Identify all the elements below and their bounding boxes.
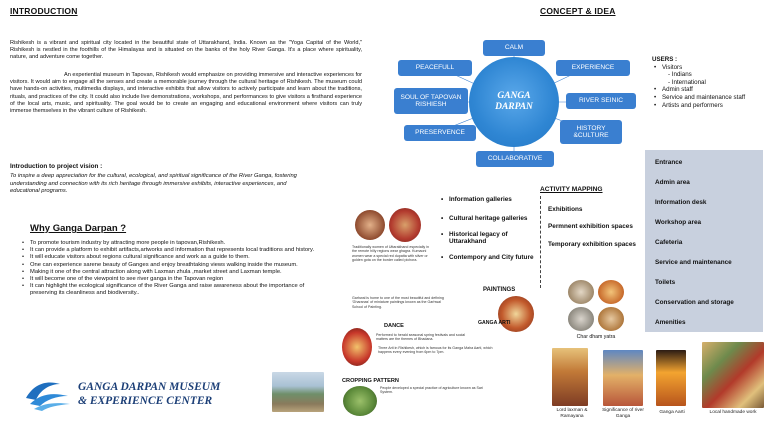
ganga-darpan-center-circle	[469, 57, 559, 147]
intro-paragraph-2: An experiential museum in Tapovan, Rishikesh would emphasize on providing immersive and interactive experiences for visitors. It would aim to engage all the senses and create a memorable journey through the cultural heritage of Rishikesh. The museum could have hands-on activities, multimedia displays, and interactive exhibits that allow visitors to actively participate and learn about the traditions, rituals, and practices of the city. It could also include live demonstrations, workshops, and performances to give visitors a firsthand experience of the local arts, music, and spirituality. The goal would be to create an engaging and educational environment where visitors can truly immerse themselves in the vibrant culture of Rishikesh.	[10, 72, 362, 115]
gallery-item: • Information galleries	[441, 196, 537, 203]
gallery-item: • Contempory and City future	[441, 254, 537, 261]
ganga-arti-label: GANGA ARTI	[478, 320, 511, 326]
user-service: • Service and maintenance staff	[654, 94, 764, 102]
users-panel	[652, 56, 764, 109]
galleries-list	[441, 196, 537, 261]
collage-text-5: Three Arti in Rishikesh, which is famous for its Ganga Maha Aarti, which happens every evening from 6pm to 7pm.	[378, 346, 493, 355]
concept-soul-of-tapovan: SOUL OF TAPOVAN RISHIESH	[394, 88, 468, 114]
why-item: • It can provide a platform to exhibit artifacts,artworks and information that represents local traditions and history.	[22, 247, 322, 254]
gangotri-photo	[568, 307, 594, 331]
space-item: Cafeteria	[655, 239, 683, 246]
collage-text-3: Performed to herald seasonal spring festivals and social matters are the themes of Bhadana.	[376, 333, 466, 342]
concept-calm: CALM	[483, 40, 545, 56]
concept-history-culture: HISTORY &CULTURE	[560, 120, 622, 144]
activities-list	[548, 206, 640, 248]
spaces-panel	[645, 150, 763, 332]
logo-title-line2: & EXPERIENCE CENTER	[78, 395, 213, 407]
why-item: • One can experience sarene beauty of Ganges and enjoy breathtaking views walking inside the museum.	[22, 262, 322, 269]
why-item: • To promote tourism industry by attracting more people in tapovan,Rishikesh.	[22, 240, 322, 247]
activity-mapping-heading: ACTIVITY MAPPING	[540, 186, 603, 193]
space-item: Information desk	[655, 199, 707, 206]
introduction-heading: INTRODUCTION	[10, 6, 78, 16]
mapping-divider	[540, 196, 541, 288]
dance-photo	[342, 328, 372, 366]
collage-text-2: Garhwal is home to one of the most beautiful and defining 'Gharanas' of miniature paintings known as the Garhwal School of Painting.	[352, 296, 444, 309]
painting-mandala-photo	[498, 296, 534, 332]
caption-significance: Significance of river Ganga	[602, 408, 644, 419]
why-item: • It will educate visitors about regions cultural significance and work as a guide to them.	[22, 254, 322, 261]
traditional-dress-photo	[355, 210, 385, 240]
laxman-ramayana-photo	[552, 348, 588, 406]
vision-text: To inspire a deep appreciation for the cultural, ecological, and spiritual significance of the River Ganga, fostering understanding and connection with its rich heritage through immersive exhibits, interactive experiences, and educational programs.	[10, 173, 297, 195]
gallery-item: • Historical legacy of Uttarakhand	[441, 231, 537, 246]
intro-paragraph-1: Rishikesh is a vibrant and spiritual city located in the beautiful state of Uttarakhand, India. Known as the "Yoga Capital of the World," Rishikesh is nestled in the foothills of the Himalayas and is situated on the banks of the holy River Ganga. It's a place where spirituality, nature, and adventure come together.	[10, 40, 362, 61]
collage-text-1: Traditionally women of Uttarakhand especially in the remote hilly regions wear ghagra. Kumaoni women wear a special red dupatta with silver or golden gota on the border called pichora.	[352, 245, 429, 263]
user-international: - International	[668, 78, 706, 86]
center-line2: DARPAN	[495, 102, 533, 112]
logo-title-line1: GANGA DARPAN MUSEUM	[78, 381, 221, 393]
activity-item: Temporary exhibition spaces	[548, 240, 636, 248]
concept-collaborative: COLLABORATIVE	[476, 151, 554, 167]
why-list	[22, 240, 322, 298]
local-handmade-work-photo	[702, 342, 764, 408]
why-item: • Making it one of the central attraction along with Laxman zhula ,market street and Laxman temple.	[22, 269, 322, 276]
caption-laxman: Lord laxman & Ramayana	[556, 408, 588, 419]
space-item: Workshop area	[655, 219, 702, 226]
space-item: Amenities	[655, 319, 686, 326]
user-visitors: • Visitors - Indians - International	[654, 64, 764, 87]
activity-item: Permnent exhibition spaces	[548, 223, 633, 231]
vision-heading: Introduction to project vision :	[10, 163, 103, 170]
river-ganga-significance-photo	[603, 350, 643, 406]
cropping-photo	[343, 386, 377, 416]
gallery-item: • Cultural heritage galleries	[441, 215, 537, 222]
caption-handmade: Local handmade work	[709, 410, 757, 415]
why-item: • It will become one of the viewpoint to see river ganga in the Tapovan region	[22, 276, 322, 283]
space-item: Conservation and storage	[655, 299, 734, 306]
users-list	[654, 64, 764, 110]
user-admin: • Admin staff	[654, 86, 764, 94]
concept-preservence: PRESERVENCE	[404, 125, 476, 141]
space-item: Admin area	[655, 179, 690, 186]
paintings-label: PAINTINGS	[483, 287, 516, 293]
concept-experience: EXPERIENCE	[556, 60, 630, 76]
user-indians: - Indians	[668, 71, 692, 79]
river-landscape-photo	[272, 372, 324, 412]
char-dham-caption: Char dham yatra	[576, 334, 616, 340]
space-item: Service and maintenance	[655, 259, 732, 266]
activity-item: Exhibitions	[548, 206, 583, 213]
yamunotri-photo	[598, 307, 624, 331]
concept-heading: CONCEPT & IDEA	[540, 6, 616, 16]
concept-peacefull: PEACEFULL	[398, 60, 472, 76]
kumaoni-woman-photo	[389, 208, 421, 242]
ganga-aarti-photo	[656, 350, 686, 406]
caption-ganga-aarti: Ganga Aarti	[659, 410, 685, 415]
user-artists: • Artists and performers	[654, 102, 764, 110]
center-line1: GANGA	[497, 91, 531, 101]
users-title: USERS :	[652, 56, 678, 63]
collage-text-4: People developed a special practice of agriculture known as Sari System.	[380, 386, 483, 395]
why-heading: Why Ganga Darpan ?	[30, 223, 127, 234]
space-item: Toilets	[655, 279, 676, 286]
dance-label: DANCE	[384, 323, 404, 329]
cropping-pattern-label: CROPPING PATTERN	[342, 378, 399, 384]
badrinath-photo	[598, 280, 624, 304]
kedarnath-photo	[568, 280, 594, 304]
why-item: • It can highlight the ecological significance of the River Ganga and raise awareness about the importance of preserving its cleanliness and biodiversity..	[22, 283, 322, 297]
wave-logo-icon	[24, 376, 72, 412]
space-item: Entrance	[655, 159, 683, 166]
concept-river-seinic: RIVER SEINIC	[566, 93, 636, 109]
